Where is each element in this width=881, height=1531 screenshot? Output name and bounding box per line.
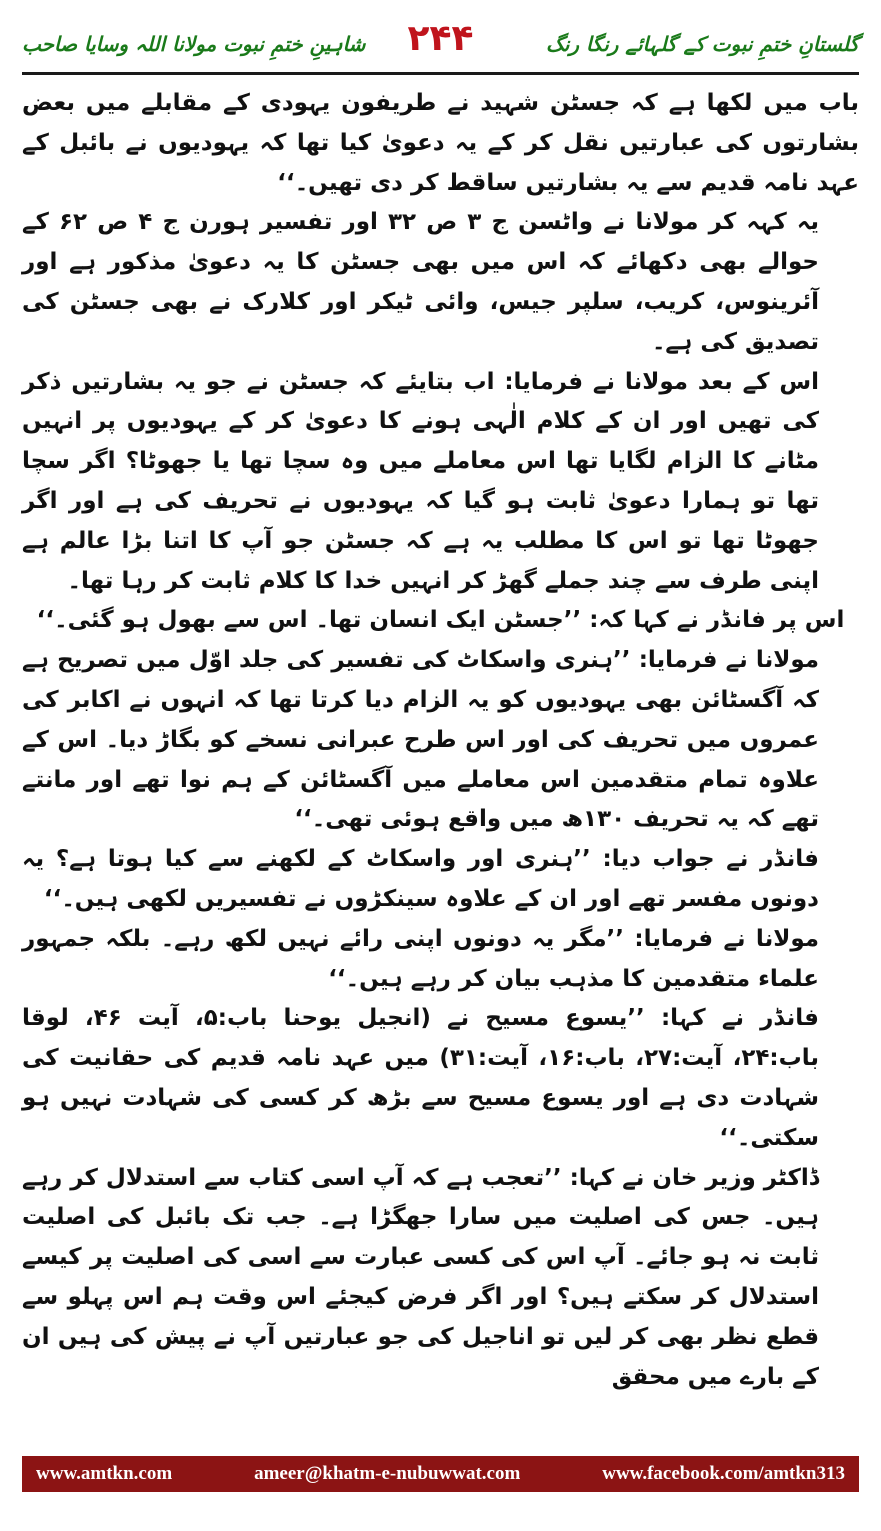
book-title: گلستانِ ختمِ نبوت کے گلہائے رنگا رنگ [545,32,859,56]
paragraph: مولانا نے فرمایا: ’’ہنری واسکاٹ کی تفسیر کی جلد اوّل میں تصریح ہے کہ آگسٹائن بھی یہودیوں کو یہ الزام دیا کرتا تھا کہ انہوں نے اکابر کی عمروں میں تحریف کی اور اس طرح عبرانی نسخے کو بگاڑ دیا۔ اس کے علاوہ تمام متقدمین اس معاملے میں آگسٹائن کے ہم نوا تھے اور مانتے تھے کہ یہ تحریف ۱۳۰ھ میں واقع ہوئی تھی۔‘‘ [22,647,819,833]
paragraph: اس پر فانڈر نے کہا کہ: ’’جسٹن ایک انسان تھا۔ اس سے بھول ہو گئی۔‘‘ [36,607,845,634]
page-footer [22,1456,859,1492]
page-number: ۲۴۴ [407,18,474,59]
paragraph: فانڈر نے کہا: ’’یسوع مسیح نے (انجیل یوحنا باب:۵، آیت ۴۶، لوقا باب:۲۴، آیت:۲۷، باب:۱۶، آیت:۳۱) میں عہد نامہ قدیم کی حقانیت کی شہادت دی ہے اور یسوع مسیح سے بڑھ کر کسی کی شہادت نہیں ہو سکتی۔‘‘ [22,1005,820,1151]
facebook-link[interactable]: www.facebook.com/amtkn313 [602,1463,845,1484]
paragraph: باب میں لکھا ہے کہ جسٹن شہید نے طریفون یہودی کے مقابلے میں بعض بشارتوں کی عبارتیں نقل کر کے یہ دعویٰ کیا تھا کہ یہودیوں نے بائبل کے عہد نامہ قدیم سے یہ بشارتیں ساقط کر دی تھیں۔‘‘ [22,90,859,196]
paragraph: اس کے بعد مولانا نے فرمایا: اب بتایئے کہ جسٹن نے جو یہ بشارتیں ذکر کی تھیں اور ان کے کلام الٰہی ہونے کا دعویٰ کر کے یہودیوں پر انہیں مٹانے کا الزام لگایا تھا اس معاملے میں وہ سچا تھا یا جھوٹا؟ اگر سچا تھا تو ہمارا دعویٰ ثابت ہو گیا کہ یہودیوں نے تحریف کی ہے اور اگر جھوٹا تھا تو اس کا مطلب یہ ہے کہ جسٹن جو آپ کا اتنا بڑا عالم ہے اپنی طرف سے چند جملے گھڑ کر انہیں خدا کا کلام ثابت کر رہا تھا۔ [22,368,819,594]
header-divider [22,72,859,75]
page-body [22,84,859,1397]
page-header [22,18,859,68]
paragraph: فانڈر نے جواب دیا: ’’ہنری اور واسکاٹ کے لکھنے سے کیا ہوتا ہے؟ یہ دونوں مفسر تھے اور ان کے علاوہ سینکڑوں نے تفسیریں لکھی ہیں۔‘‘ [22,846,819,912]
author-name: شاہینِ ختمِ نبوت مولانا اللہ وسایا صاحب [22,32,366,56]
email-link[interactable]: ameer@khatm-e-nubuwwat.com [254,1463,521,1484]
paragraph: مولانا نے فرمایا: ’’مگر یہ دونوں اپنی رائے نہیں لکھ رہے۔ بلکہ جمہور علماء متقدمین کا مذہب بیان کر رہے ہیں۔‘‘ [22,925,819,992]
website-link[interactable]: www.amtkn.com [36,1463,173,1484]
paragraph: یہ کہہ کر مولانا نے واٹسن ج ۳ ص ۳۲ اور تفسیر ہورن ج ۴ ص ۶۲ کے حوالے بھی دکھائے کہ اس میں بھی جسٹن کا یہ دعویٰ مذکور ہے اور آئرینوس، کریب، سلپر جیس، وائی ٹیکر اور کلارک نے بھی جسٹن کی تصدیق کی ہے۔ [22,209,820,355]
paragraph: ڈاکٹر وزیر خان نے کہا: ’’تعجب ہے کہ آپ اسی کتاب سے استدلال کر رہے ہیں۔ جس کی اصلیت میں سارا جھگڑا ہے۔ جب تک بائبل کی اصلیت ثابت نہ ہو جائے۔ آپ اس کی کسی عبارت سے اسی کی اصلیت پر کیسے استدلال کر سکتے ہیں؟ اور اگر فرض کیجئے اس وقت ہم اس پہلو سے قطع نظر بھی کر لیں تو اناجیل کی جو عبارتیں آپ نے پیش کی ہیں ان کے بارے میں محقق [22,1164,819,1390]
